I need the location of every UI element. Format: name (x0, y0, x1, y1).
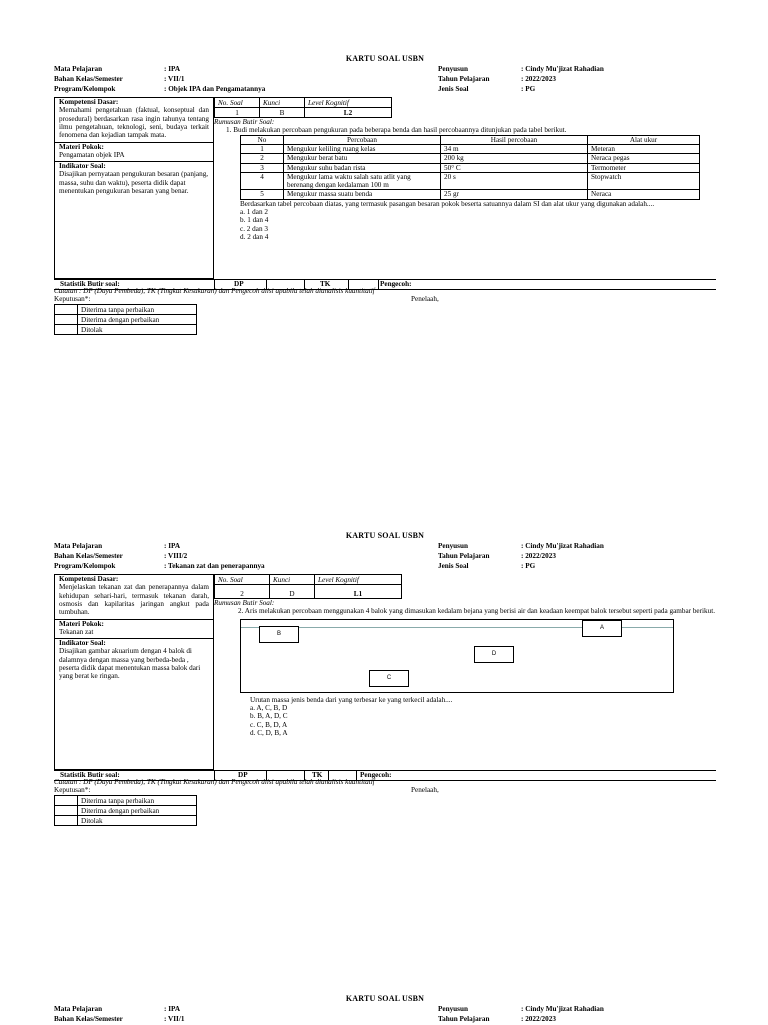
dp-label: DP (234, 280, 244, 289)
materi-text: Pengamatan objek IPA (59, 150, 125, 159)
table-cell: 2 (241, 154, 284, 163)
keputusan-option: Ditolak (78, 325, 197, 335)
kunci-value: D (270, 585, 315, 599)
indikator-label: Indikator Soal: (59, 162, 106, 171)
header-label: Tahun Pelajaran (438, 1015, 490, 1024)
table-row (241, 145, 700, 154)
table-cell: 20 s (441, 172, 588, 190)
option-a: a. 1 dan 2 (240, 208, 268, 216)
kompetensi-text: Memahami pengetahuan (faktual, konseptual dan prosedural) berdasarkan rasa ingin tahunya tentang ilmu pengetahuan, teknologi, seni, budaya terkait fenomena dan kejadian tampak mata. (59, 106, 209, 140)
kunci-value: B (260, 108, 305, 118)
header-label: Bahan Kelas/Semester (54, 75, 123, 84)
header-label: Program/Kelompok (54, 562, 116, 571)
table-cell: Termometer (588, 163, 700, 172)
answer-options (214, 704, 716, 737)
indikator-text: Disajikan gambar akuarium dengan 4 balok di dalamnya dengan massa yang berbeda-beda , peserta didik dapat menentukan massa balok dari yang berat ke ringan. (59, 647, 201, 681)
materi-label: Materi Pokok: (59, 142, 104, 151)
kompetensi-text: Menjelaskan tekanan zat dan penerapannya dalam kehidupan sehari-hari, termasuk tekanan darah, osmosis dan kapilaritas jaringan angkut pada tumbuhan. (59, 583, 209, 617)
header-value: : IPA (164, 542, 181, 551)
column-header: Hasil percobaan (441, 135, 588, 144)
option-b: b. B, A, D, C (250, 712, 288, 721)
table-cell: 34 m (441, 145, 588, 154)
table-cell: 1 (241, 145, 284, 154)
dp-label: DP (238, 771, 248, 780)
percobaan-table (240, 135, 700, 200)
block-a: A (582, 620, 622, 637)
keputusan-checkbox[interactable] (55, 816, 78, 826)
meta-header: No. Soal (215, 98, 260, 108)
table-cell: 50° C (441, 163, 588, 172)
question-stem: Berdasarkan tabel percobaan diatas, yang termasuk pasangan besaran pokok beserta satuannya dalam SI dan alat ukur yang digunakan adalah.... (240, 199, 655, 208)
header-value: : 2022/2023 (521, 75, 556, 84)
keputusan-checkbox[interactable] (55, 806, 78, 816)
header-value: : Cindy Mu'jizat Rahadian (521, 65, 604, 74)
header-label: Penyusun (438, 1005, 468, 1014)
keputusan-checkbox[interactable] (55, 796, 78, 806)
question-stem: Urutan massa jenis benda dari yang terbesar ke yang terkecil adalah.... (250, 695, 453, 704)
meta-header: Level Kognitif (315, 575, 402, 585)
keputusan-option: Ditolak (78, 816, 197, 826)
table-cell: Mengukur suhu badan rista (284, 163, 441, 172)
card-right-panel (214, 574, 716, 737)
option-d: d. C, D, B, A (250, 728, 288, 737)
keputusan-checkbox[interactable] (55, 325, 78, 335)
table-cell: 3 (241, 163, 284, 172)
keputusan-table (54, 304, 197, 335)
penelaah-label: Penelaah, (411, 295, 439, 304)
card-right-panel (214, 97, 716, 241)
header-label: Penyusun (438, 65, 468, 74)
soal-card-3 (54, 994, 716, 1025)
column-header: Percobaan (284, 135, 441, 144)
option-d: d. 2 dan 4 (240, 232, 269, 241)
meta-header: Kunci (270, 575, 315, 585)
table-row (241, 172, 700, 190)
soal-card-2 (54, 531, 716, 826)
header-value: : 2022/2023 (521, 552, 556, 561)
answer-options (214, 208, 716, 241)
table-cell: 5 (241, 190, 284, 199)
catatan-note: Catatan : DP (Daya Pembeda), TK (Tingkat Kesukaran) dan Pengecoh diisi apabila telah dianalisis kuantitatif (54, 778, 375, 787)
meta-table (214, 97, 392, 118)
materi-text: Tekanan zat (59, 627, 94, 636)
card-header (54, 542, 716, 572)
kompetensi-label: Kompetensi Dasar: (59, 575, 119, 584)
table-row (241, 163, 700, 172)
table-cell: Stopwatch (588, 172, 700, 190)
rumusan-label: Rumusan Butir Soal: (214, 599, 275, 608)
table-cell: Neraca (588, 190, 700, 199)
header-value: : VII/1 (164, 1015, 185, 1024)
keputusan-checkbox[interactable] (55, 305, 78, 315)
header-label: Jenis Soal (438, 85, 469, 94)
block-d: D (474, 646, 514, 663)
soal-card-1 (54, 54, 716, 335)
header-label: Mata Pelajaran (54, 65, 103, 74)
option-c: c. C, B, D, A (250, 720, 288, 729)
keputusan-label: Keputusan*: (54, 295, 91, 304)
table-cell: Mengukur berat batu (284, 154, 441, 163)
card-title: KARTU SOAL USBN (345, 54, 425, 63)
card-title: KARTU SOAL USBN (345, 994, 425, 1003)
penelaah-label: Penelaah, (411, 786, 439, 795)
card-left-panel (54, 574, 214, 770)
pengecoh-label: Pengecoh: (360, 771, 392, 780)
meta-header: Level Kognitif (305, 98, 392, 108)
aquarium-diagram (240, 619, 674, 693)
table-cell: Neraca pegas (588, 154, 700, 163)
table-cell: Meteran (588, 145, 700, 154)
column-header: No (241, 135, 284, 144)
no-soal-value: 1 (215, 108, 260, 118)
level-kognitif-value: L1 (315, 585, 402, 599)
statistik-row (54, 770, 716, 781)
table-row (241, 190, 700, 199)
statistik-label: Statistik Butir soal: (60, 280, 120, 289)
header-label: Tahun Pelajaran (438, 552, 490, 561)
keputusan-table (54, 795, 197, 826)
keputusan-checkbox[interactable] (55, 315, 78, 325)
indikator-label: Indikator Soal: (59, 639, 106, 648)
tk-label: TK (320, 280, 331, 289)
block-b: B (259, 626, 299, 643)
header-label: Penyusun (438, 542, 468, 551)
header-label: Mata Pelajaran (54, 1005, 103, 1014)
rumusan-label: Rumusan Butir Soal: (214, 118, 275, 127)
option-a: a. A, C, B, D (250, 704, 288, 713)
kompetensi-label: Kompetensi Dasar: (59, 98, 119, 107)
block-c: C (369, 670, 409, 687)
header-value: : Cindy Mu'jizat Rahadian (521, 542, 604, 551)
header-value: : PG (521, 562, 536, 571)
card-left-panel (54, 97, 214, 279)
statistik-label: Statistik Butir soal: (60, 771, 120, 780)
table-row (241, 154, 700, 163)
meta-header: No. Soal (215, 575, 270, 585)
card-title: KARTU SOAL USBN (345, 531, 425, 540)
pengecoh-label: Pengecoh: (380, 280, 412, 289)
materi-label: Materi Pokok: (59, 619, 104, 628)
header-value: : IPA (164, 1005, 181, 1014)
header-label: Mata Pelajaran (54, 542, 103, 551)
question-text: 1. Budi melakukan percobaan pengukuran pada beberapa benda dan hasil percobaannya ditunjukan pada tabel berikut. (226, 126, 567, 135)
tk-label: TK (312, 771, 323, 780)
option-b: b. 1 dan 4 (240, 216, 269, 225)
header-label: Tahun Pelajaran (438, 75, 490, 84)
meta-table (214, 574, 402, 599)
card-header (54, 65, 716, 95)
keputusan-option: Diterima tanpa perbaikan (78, 305, 197, 315)
indikator-text: Disajikan pernyataan pengukuran besaran (panjang, massa, suhu dan waktu), peserta didik dapat menentukan pengukuran besaran yang benar. (59, 170, 209, 195)
header-label: Jenis Soal (438, 562, 469, 571)
meta-header: Kunci (260, 98, 305, 108)
header-value: : Tekanan zat dan penerapannya (164, 562, 265, 571)
table-cell: 25 gr (441, 190, 588, 199)
keputusan-option: Diterima tanpa perbaikan (78, 796, 197, 806)
header-label: Program/Kelompok (54, 85, 116, 94)
table-cell: 200 kg (441, 154, 588, 163)
header-value: : VIII/2 (164, 552, 188, 561)
header-label: Bahan Kelas/Semester (54, 552, 123, 561)
table-cell: Mengukur massa suatu benda (284, 190, 441, 199)
table-cell: Mengukur keliling ruang kelas (284, 145, 441, 154)
header-value: : PG (521, 85, 536, 94)
table-cell: Mengukur lama waktu salah satu atlit yang berenang dengan kedalaman 100 m (284, 172, 441, 190)
column-header: Alat ukur (588, 135, 700, 144)
keputusan-option: Diterima dengan perbaikan (78, 315, 197, 325)
keputusan-label: Keputusan*: (54, 786, 91, 795)
card-body (54, 574, 716, 778)
header-value: : Cindy Mu'jizat Rahadian (521, 1005, 604, 1014)
level-kognitif-value: L2 (305, 108, 392, 118)
card-body (54, 97, 716, 287)
question-text: 2. Aris melakukan percobaan menggunakan 4 balok yang dimasukan kedalam bejana yang berisi air dan keadaan keempat balok tersebut seperti pada gambar berikut. (238, 607, 715, 616)
table-cell: 4 (241, 172, 284, 190)
option-c: c. 2 dan 3 (240, 224, 268, 233)
header-value: : Objek IPA dan Pengamatannya (164, 85, 266, 94)
header-value: : VII/1 (164, 75, 185, 84)
header-value: : IPA (164, 65, 181, 74)
header-value: : 2022/2023 (521, 1015, 556, 1024)
table-header-row (241, 135, 700, 144)
catatan-note: Catatan : DP (Daya Pembeda), TK (Tingkat Kesukaran) dan Pengecoh diisi apabila telah dianalisis kuantitatif (54, 287, 375, 296)
header-label: Bahan Kelas/Semester (54, 1015, 123, 1024)
card-header (54, 1005, 716, 1025)
statistik-row (54, 279, 716, 290)
keputusan-option: Diterima dengan perbaikan (78, 806, 197, 816)
no-soal-value: 2 (215, 585, 270, 599)
